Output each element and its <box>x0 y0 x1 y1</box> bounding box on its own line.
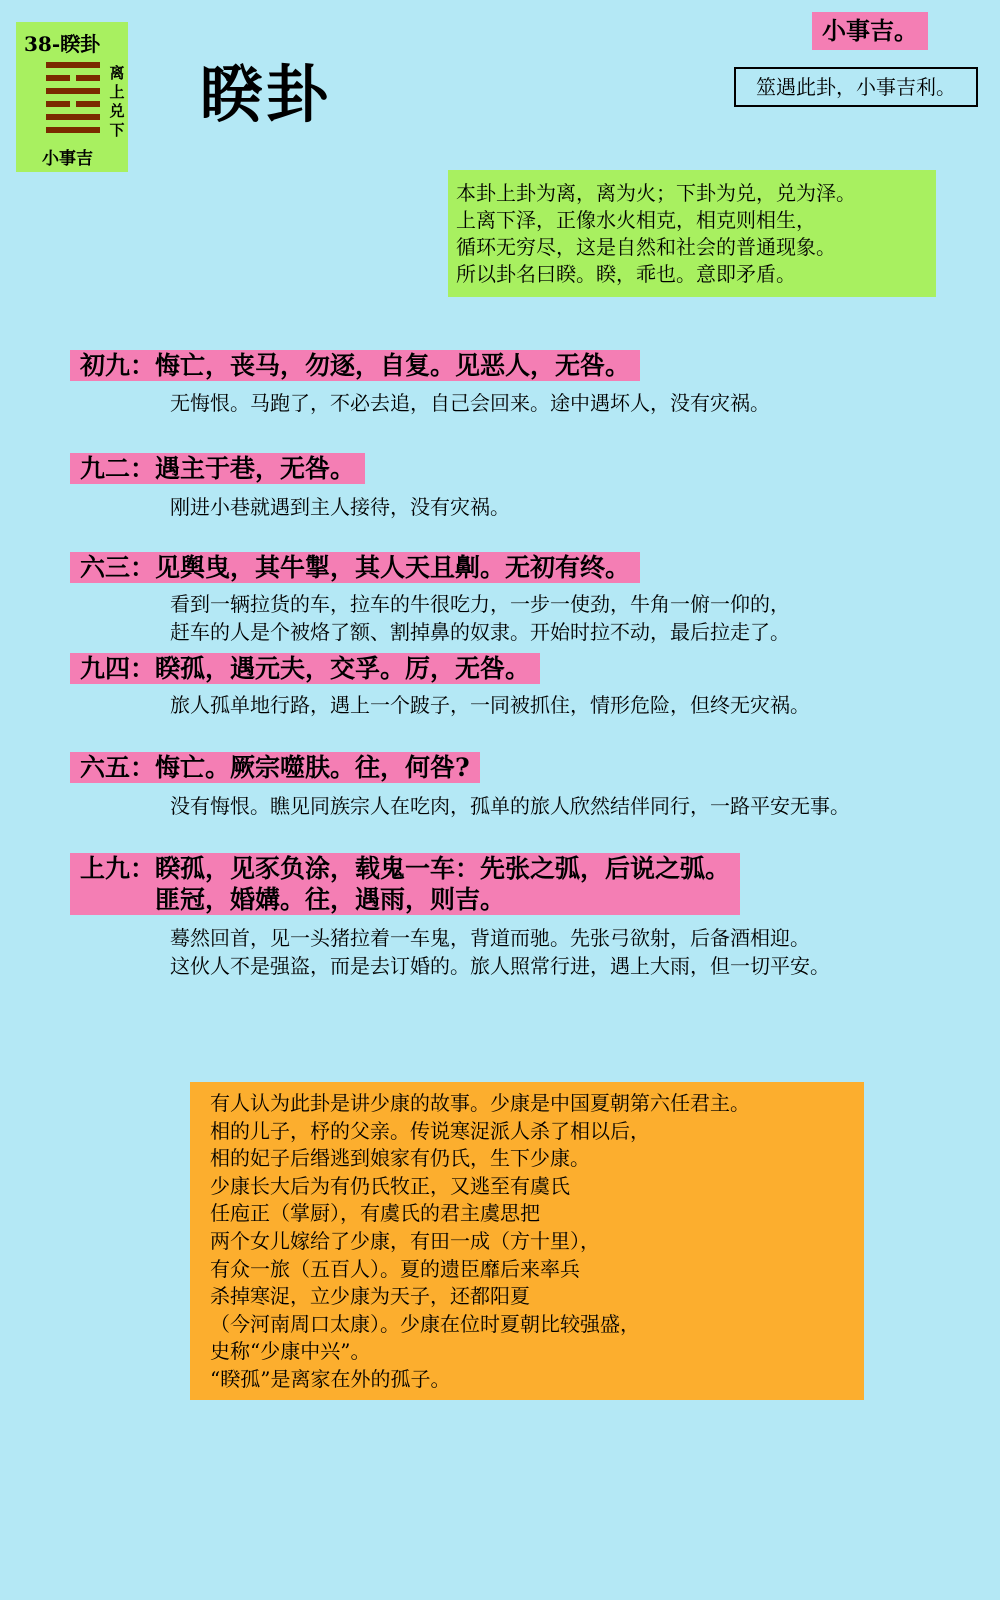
note-line: 任庖正（掌厨），有虞氏的君主虞思把 <box>210 1201 540 1226</box>
note-line: 有众一旅（五百人）。夏的遗臣靡后来率兵 <box>210 1256 580 1281</box>
translation-text: 刚进小巷就遇到主人接待，没有灾祸。 <box>170 495 510 519</box>
badge-title: 38-睽卦 <box>24 32 101 56</box>
translation-text: 看到一辆拉货的车，拉车的牛很吃力，一步一使劲，牛角一俯一仰的， <box>170 592 790 616</box>
line-heading-text: 六五：悔亡。厥宗噬肤。往，何咎? <box>80 753 470 782</box>
note-line: 两个女儿嫁给了少康，有田一成（方十里）， <box>210 1228 600 1253</box>
line-heading-text: 六三：见舆曳，其牛掣，其人天且劓。无初有终。 <box>80 553 631 582</box>
yao-line <box>46 62 100 68</box>
translation-text: 没有悔恨。瞧见同族宗人在吃肉，孤单的旅人欣然结伴同行，一路平安无事。 <box>170 794 850 818</box>
line-heading-text: 上九：睽孤，见豕负涂，载鬼一车：先张之弧，后说之弧。 <box>80 854 731 883</box>
note-line: 相的儿子，杼的父亲。传说寒浞派人杀了相以后， <box>210 1118 650 1143</box>
line-heading-text: 九二：遇主于巷，无咎。 <box>80 454 356 483</box>
note-box <box>190 1082 864 1400</box>
line-translation-liuwu <box>170 792 850 820</box>
yao-line <box>46 75 100 81</box>
note-line: 相的妃子后缗逃到娘家有仍氏，生下少康。 <box>210 1146 590 1171</box>
line-translation-shangjiu <box>170 924 830 980</box>
note-line: 史称“少康中兴”。 <box>210 1339 371 1364</box>
note-line: （今河南周口太康）。少康在位时夏朝比较强盛， <box>210 1311 640 1336</box>
line-heading-chujiu <box>70 350 640 381</box>
translation-text: 蓦然回首，见一头猪拉着一车鬼，背道而驰。先张弓欲射，后备酒相迎。 <box>170 926 810 950</box>
intro-line: 上离下泽，正像水火相克，相克则相生， <box>456 208 816 232</box>
badge-trigrams <box>108 64 126 140</box>
verdict-badge: 小事吉。 <box>812 12 928 50</box>
yao-line <box>46 88 100 94</box>
translation-text: 这伙人不是强盗，而是去订婚的。旅人照常行进，遇上大雨，但一切平安。 <box>170 954 830 978</box>
line-heading-liuwu <box>70 752 480 783</box>
translation-text: 无悔恨。马跑了，不必去追，自己会回来。途中遇坏人，没有灾祸。 <box>170 391 770 415</box>
line-heading-text: 初九：悔亡，丧马，勿逐，自复。见恶人，无咎。 <box>80 351 631 380</box>
yao-line <box>46 101 100 107</box>
line-translation-jiuer <box>170 493 510 521</box>
badge-lower: 兑下 <box>109 102 125 139</box>
badge-upper: 离上 <box>109 64 125 101</box>
note-line: 少康长大后为有仍氏牧正，又逃至有虞氏 <box>210 1173 570 1198</box>
note-line: 有人认为此卦是讲少康的故事。少康是中国夏朝第六任君主。 <box>210 1091 750 1115</box>
note-line: 杀掉寒浞，立少康为天子，还都阳夏 <box>210 1284 530 1309</box>
page-title: 睽卦 <box>200 58 333 131</box>
translation-text: 旅人孤单地行路，遇上一个跛子，一同被抓住，情形危险，但终无灾祸。 <box>170 693 810 717</box>
translation-text: 赶车的人是个被烙了额、割掉鼻的奴隶。开始时拉不动，最后拉走了。 <box>170 620 790 644</box>
line-heading-jiuer <box>70 453 365 484</box>
note-line: “睽孤”是离家在外的孤子。 <box>210 1366 451 1391</box>
intro-line: 本卦上卦为离，离为火；下卦为兑，兑为泽。 <box>456 181 856 205</box>
line-heading-text: 九四：睽孤，遇元夫，交孚。厉，无咎。 <box>80 654 531 683</box>
line-heading-text: 匪冠，婚媾。往，遇雨，则吉。 <box>80 885 506 914</box>
hexagram-badge <box>16 22 128 172</box>
line-translation-liusan <box>170 590 790 646</box>
oracle-box: 筮遇此卦，小事吉利。 <box>734 67 978 107</box>
hexagram-symbol-icon <box>46 62 100 140</box>
line-translation-chujiu <box>170 389 770 417</box>
intro-line: 所以卦名曰睽。睽，乖也。意即矛盾。 <box>456 262 796 286</box>
badge-foot: 小事吉 <box>42 149 93 169</box>
line-translation-jiusi <box>170 691 810 719</box>
line-heading-jiusi <box>70 653 540 684</box>
intro-box <box>448 170 936 297</box>
line-heading-liusan <box>70 552 640 583</box>
yao-line <box>46 127 100 133</box>
yao-line <box>46 114 100 120</box>
intro-line: 循环无穷尽，这是自然和社会的普通现象。 <box>456 235 836 259</box>
line-heading-shangjiu <box>70 853 740 915</box>
